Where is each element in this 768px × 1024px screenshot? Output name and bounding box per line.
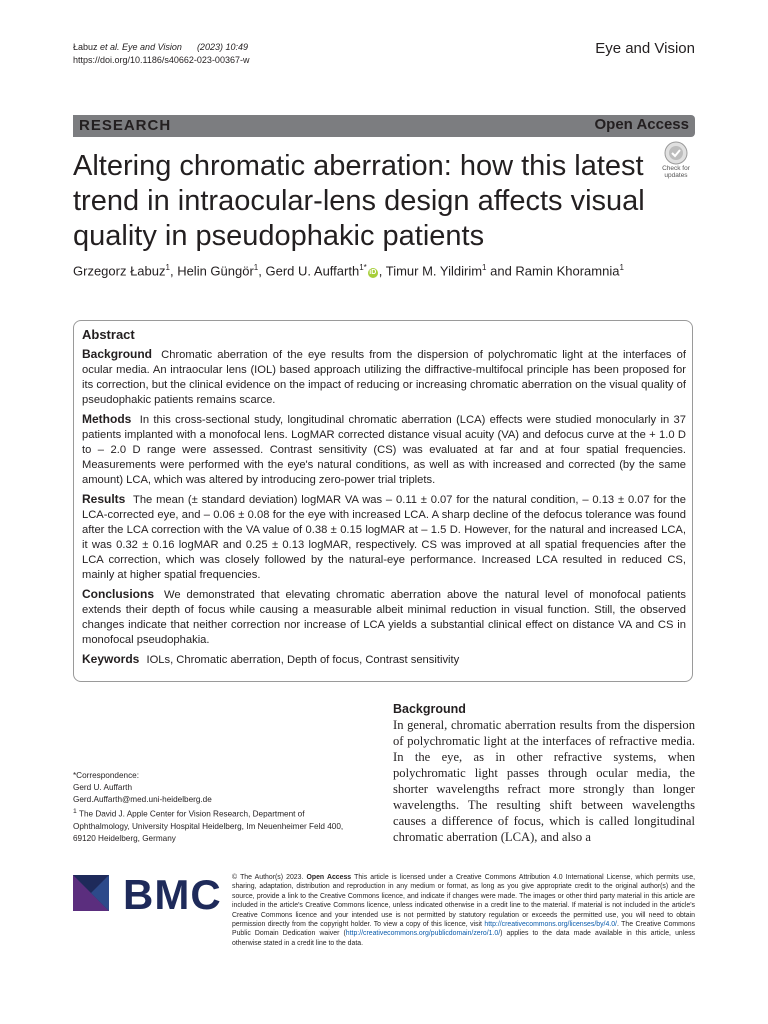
- correspondence-affiliation: [73, 806, 363, 845]
- bmc-logo-text: BMC: [123, 871, 222, 918]
- correspondence-name: Gerd U. Auffarth: [73, 783, 133, 792]
- affiliation-text: The David J. Apple Center for Vision Research, Department of Ophthalmology, University Hospital Heidelberg, Im Neuenheimer Feld 400, 69120 Heidelberg, Germany: [73, 809, 344, 843]
- abstract-methods: [82, 412, 686, 488]
- methods-label: Methods: [82, 412, 132, 426]
- research-banner: [73, 115, 695, 137]
- author-separator: ,: [258, 263, 266, 279]
- citation-authors: Łabuz: [73, 42, 98, 52]
- author-separator: and: [486, 263, 516, 279]
- licence-link-zero[interactable]: http://creativecommons.org/publicdomain/zero/1.0/: [345, 930, 501, 938]
- results-text: The mean (± standard deviation) logMAR VA was – 0.11 ± 0.07 for the natural condition, – 0.13 ± 0.07 for the LCA-corrected eye, and – 0.06 ± 0.08 for the eye with increased LCA. A sharp decline of the defocus tolerance was found after the LCA correction with the VA value of 0.38 ± 0.15 logMAR at – 1.5 D. However, for the natural and increased LCA, it was 0.32 ± 0.16 logMAR and 0.25 ± 0.13 logMAR, respectively. CS was improved at all spatial frequencies after the LCA correction, which was closely followed by the natural-eye performance. Increased LCA resulted in reduced CS, mainly at higher spatial frequencies.: [82, 494, 686, 581]
- licence-body-3: ) applies to the data made available in this article, unless otherwise stated in a credit line to the data.: [232, 930, 695, 947]
- copyright-prefix: © The Author(s) 2023.: [232, 874, 304, 881]
- keywords-label: Keywords: [82, 652, 140, 666]
- correspondence-note: [73, 770, 363, 845]
- author-list: [73, 263, 624, 278]
- background-text: Chromatic aberration of the eye results from the dispersion of polychromatic light at the interfaces of ocular media. An intraocular lens (IOL) based approach utilizing the diffractive-multifocal principle has been proposed for its correction, but the clinical evidence on the impact of reducing or increasing chromatic aberration on the visual quality of pseudophakic patients remains scarce.: [82, 349, 686, 406]
- licence-body-2: . The Creative Commons Public Domain Dedication waiver (: [232, 921, 695, 938]
- bmc-logo-mark-icon: [73, 875, 117, 915]
- author-4[interactable]: Timur M. Yildirim: [385, 263, 483, 279]
- licence-link-by[interactable]: http://creativecommons.org/licenses/by/4.0/: [484, 921, 617, 929]
- check-for-updates-badge[interactable]: [656, 141, 696, 181]
- open-access-label: Open Access: [594, 116, 689, 133]
- results-label: Results: [82, 492, 126, 506]
- article-title: Altering chromatic aberration: how this latest trend in intraocular-lens design affects visual quality in pseudophakic patients: [73, 150, 645, 252]
- author-2[interactable]: Helin Güngör: [177, 263, 254, 279]
- keywords-text: IOLs, Chromatic aberration, Depth of focus, Contrast sensitivity: [146, 654, 460, 666]
- background-label: Background: [82, 347, 153, 361]
- licence-body-1: This article is licensed under a Creative Commons Attribution 4.0 International License, which permits use, sharing, adaptation, distribution and reproduction in any medium or format, as long as you give appropriate credit to the original author(s) and the source, provide a link to the Creative Commons licence, and indicate if changes were made. The images or other third party material in this article are included in the article's Creative Commons licence, unless indicated otherwise in a credit line to the material. If material is not included in the article's Creative Commons licence and your intended use is not permitted by statutory regulation or exceeds the permitted use, you will need to obtain permission directly from the copyright holder. To view a copy of this licence, visit: [232, 874, 696, 929]
- author-1[interactable]: Grzegorz Łabuz: [73, 263, 166, 279]
- methods-text: In this cross-sectional study, longitudinal chromatic aberration (LCA) effects were studied monocularly in 37 patients implanted with a monofocal lens. LogMAR corrected distance visual acuity (VA) and defocus curve at the + 1.0 D to – 2.0 D range were assessed. Contrast sensitivity (CS) was evaluated at far and at four spatial frequencies. Measurements were performed with the eye's natural conditions, as well as with increased and corrected (by the same amount) LCA, which was altered by introducing zero-power trial triplets.: [82, 414, 686, 486]
- correspondence-email[interactable]: Gerd.Auffarth@med.uni-heidelberg.de: [73, 795, 212, 804]
- section-heading-background: Background: [393, 702, 466, 716]
- abstract-keywords: [82, 652, 686, 668]
- author-4-affil: 1: [482, 263, 487, 272]
- citation-header: [73, 41, 249, 67]
- article-type-label: RESEARCH: [79, 117, 172, 134]
- citation-journal: et al. Eye and Vision: [97, 42, 182, 52]
- check-updates-line1: Check for: [662, 165, 690, 172]
- conclusions-label: Conclusions: [82, 587, 155, 601]
- author-5[interactable]: Ramin Khoramnia: [515, 263, 620, 279]
- licence-text: [232, 873, 695, 948]
- author-3[interactable]: Gerd U. Auffarth: [265, 263, 360, 279]
- abstract-background: [82, 347, 686, 408]
- body-text: In general, chromatic aberration results from the dispersion of polychromatic light at the interfaces of refractive media. In the eye, as in other refractive systems, when polychromatic light passes through ocular media, the shorter wavelengths refract more strongly than longer wavelengths. The resulting shift between wavelengths causes a difference of focus, which is called longitudinal chromatic aberration (LCA), and also a: [393, 718, 695, 844]
- orcid-icon[interactable]: iD: [369, 269, 377, 277]
- check-updates-icon: [664, 141, 688, 165]
- author-separator: ,: [169, 263, 178, 279]
- affiliation-marker: 1: [73, 808, 77, 815]
- conclusions-text: We demonstrated that elevating chromatic aberration above the natural level of monofocal patients extends their depth of focus while causing a measurable albeit minimal reduction in visual function. Still, the observed changes indicate that neither correction nor increase of LCA yields a substantial clinical effect on distance VA and CS in monofocal pseudophakia.: [82, 589, 686, 646]
- correspondence-label: *Correspondence:: [73, 771, 139, 780]
- author-3-affil: 1*: [359, 263, 367, 272]
- author-1-affil: 1: [165, 263, 170, 272]
- author-separator: ,: [378, 263, 386, 279]
- abstract-results: [82, 492, 686, 583]
- journal-name: Eye and Vision: [595, 40, 695, 57]
- author-5-affil: 1: [619, 263, 624, 272]
- author-2-affil: 1: [253, 263, 259, 272]
- licence-open-access: Open Access: [306, 874, 352, 881]
- abstract-box: [73, 320, 693, 682]
- check-updates-line2: updates: [664, 172, 688, 179]
- doi-link[interactable]: https://doi.org/10.1186/s40662-023-00367-w: [73, 55, 250, 65]
- citation-year: (2023) 10:49: [196, 42, 248, 52]
- bmc-logo: [73, 871, 222, 918]
- abstract-heading: Abstract: [82, 327, 135, 342]
- abstract-conclusions: [82, 587, 686, 648]
